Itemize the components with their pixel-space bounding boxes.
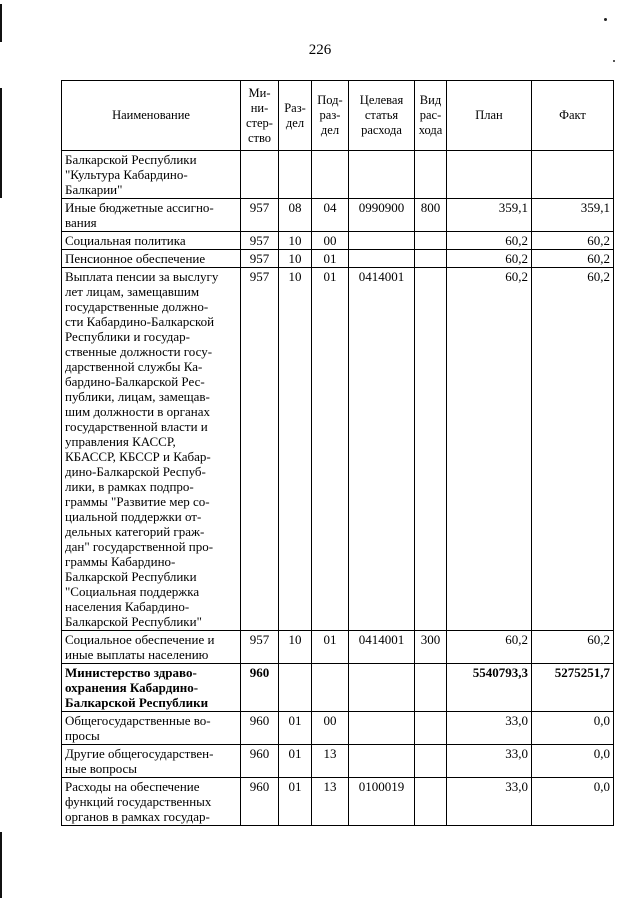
cell-name: Расходы на обеспечение функций государственных органов в рамках государ- bbox=[62, 778, 241, 826]
cell-section: 08 bbox=[279, 199, 312, 232]
cell-subsection: 04 bbox=[312, 199, 349, 232]
cell-subsection: 13 bbox=[312, 778, 349, 826]
cell-name: Социальное обеспечение и иные выплаты населению bbox=[62, 631, 241, 664]
table-row bbox=[62, 232, 614, 250]
scan-margin-mark-top bbox=[0, 4, 2, 42]
scan-speck bbox=[613, 60, 615, 62]
scan-speck bbox=[604, 18, 607, 21]
cell-name: Балкарской Республики "Культура Кабардино- Балкарии" bbox=[62, 151, 241, 199]
budget-table bbox=[61, 80, 614, 826]
header-ministry: Ми- ни- стер- ство bbox=[241, 81, 279, 151]
cell-ministry: 957 bbox=[241, 250, 279, 268]
table-header-row bbox=[62, 81, 614, 151]
cell-section bbox=[279, 151, 312, 199]
cell-subsection: 01 bbox=[312, 250, 349, 268]
cell-target: 0100019 bbox=[349, 778, 415, 826]
table-row bbox=[62, 745, 614, 778]
table-row bbox=[62, 268, 614, 631]
cell-kind bbox=[415, 232, 447, 250]
cell-fact: 359,1 bbox=[532, 199, 614, 232]
scan-margin-mark-middle bbox=[0, 88, 2, 198]
cell-name: Министерство здраво- охранения Кабардино- Балкарской Республики bbox=[62, 664, 241, 712]
cell-name: Общегосударственные во- просы bbox=[62, 712, 241, 745]
cell-plan: 33,0 bbox=[447, 778, 532, 826]
cell-plan: 60,2 bbox=[447, 631, 532, 664]
cell-ministry: 957 bbox=[241, 232, 279, 250]
cell-subsection bbox=[312, 664, 349, 712]
cell-ministry: 960 bbox=[241, 745, 279, 778]
header-target: Целевая статья расхода bbox=[349, 81, 415, 151]
cell-fact: 0,0 bbox=[532, 712, 614, 745]
header-subsection: Под- раз- дел bbox=[312, 81, 349, 151]
cell-section: 01 bbox=[279, 745, 312, 778]
cell-fact: 60,2 bbox=[532, 268, 614, 631]
cell-name: Иные бюджетные ассигно- вания bbox=[62, 199, 241, 232]
cell-kind bbox=[415, 151, 447, 199]
cell-name: Выплата пенсии за выслугу лет лицам, замещавшим государственные должно- сти Кабардино-Балкарской Республики и государ- ственные должности госу- дарственной службы Ка- бардино-Балкарской Рес- публики, лицам, замещав- шим должности в органах государственной власти и управления КАССР, КБАССР, КБССР и Кабар- дино-Балкарской Респуб- лики, в рамках подпро- граммы "Развитие мер со- циальной поддержки от- дельных категорий граж- дан" государственной про- граммы Кабардино- Балкарской Республики "Социальная поддержка населения Кабардино- Балкарской Республики" bbox=[62, 268, 241, 631]
cell-target bbox=[349, 712, 415, 745]
cell-kind: 800 bbox=[415, 199, 447, 232]
cell-fact: 0,0 bbox=[532, 778, 614, 826]
cell-section: 10 bbox=[279, 631, 312, 664]
header-plan: План bbox=[447, 81, 532, 151]
cell-kind bbox=[415, 268, 447, 631]
cell-plan: 5540793,3 bbox=[447, 664, 532, 712]
cell-subsection: 13 bbox=[312, 745, 349, 778]
table-row bbox=[62, 664, 614, 712]
cell-target: 0414001 bbox=[349, 268, 415, 631]
cell-plan: 60,2 bbox=[447, 268, 532, 631]
cell-ministry: 957 bbox=[241, 268, 279, 631]
cell-kind: 300 bbox=[415, 631, 447, 664]
cell-section bbox=[279, 664, 312, 712]
cell-section: 10 bbox=[279, 250, 312, 268]
cell-ministry: 960 bbox=[241, 712, 279, 745]
header-fact: Факт bbox=[532, 81, 614, 151]
cell-plan bbox=[447, 151, 532, 199]
cell-subsection: 01 bbox=[312, 268, 349, 631]
cell-section: 10 bbox=[279, 268, 312, 631]
cell-target bbox=[349, 151, 415, 199]
table-row bbox=[62, 199, 614, 232]
cell-target: 0414001 bbox=[349, 631, 415, 664]
cell-target bbox=[349, 232, 415, 250]
cell-kind bbox=[415, 712, 447, 745]
header-name: Наименование bbox=[62, 81, 241, 151]
table-row bbox=[62, 778, 614, 826]
cell-name: Пенсионное обеспечение bbox=[62, 250, 241, 268]
header-section: Раз- дел bbox=[279, 81, 312, 151]
cell-section: 01 bbox=[279, 712, 312, 745]
cell-section: 10 bbox=[279, 232, 312, 250]
table-row bbox=[62, 250, 614, 268]
cell-fact: 60,2 bbox=[532, 631, 614, 664]
cell-subsection: 00 bbox=[312, 232, 349, 250]
cell-plan: 359,1 bbox=[447, 199, 532, 232]
cell-subsection bbox=[312, 151, 349, 199]
cell-kind bbox=[415, 250, 447, 268]
cell-fact: 5275251,7 bbox=[532, 664, 614, 712]
cell-kind bbox=[415, 745, 447, 778]
cell-section: 01 bbox=[279, 778, 312, 826]
header-kind: Вид рас- хода bbox=[415, 81, 447, 151]
cell-ministry: 957 bbox=[241, 199, 279, 232]
cell-plan: 33,0 bbox=[447, 745, 532, 778]
cell-subsection: 01 bbox=[312, 631, 349, 664]
cell-name: Социальная политика bbox=[62, 232, 241, 250]
cell-ministry: 957 bbox=[241, 631, 279, 664]
cell-ministry: 960 bbox=[241, 778, 279, 826]
cell-name: Другие общегосударствен- ные вопросы bbox=[62, 745, 241, 778]
cell-target bbox=[349, 250, 415, 268]
cell-fact: 0,0 bbox=[532, 745, 614, 778]
cell-ministry bbox=[241, 151, 279, 199]
cell-plan: 33,0 bbox=[447, 712, 532, 745]
cell-target: 0990900 bbox=[349, 199, 415, 232]
page-number: 226 bbox=[308, 42, 332, 58]
table-row bbox=[62, 712, 614, 745]
cell-fact bbox=[532, 151, 614, 199]
cell-fact: 60,2 bbox=[532, 250, 614, 268]
cell-kind bbox=[415, 778, 447, 826]
cell-fact: 60,2 bbox=[532, 232, 614, 250]
table-row bbox=[62, 151, 614, 199]
cell-subsection: 00 bbox=[312, 712, 349, 745]
scan-margin-mark-bottom bbox=[0, 832, 2, 898]
cell-ministry: 960 bbox=[241, 664, 279, 712]
cell-kind bbox=[415, 664, 447, 712]
cell-target bbox=[349, 745, 415, 778]
cell-target bbox=[349, 664, 415, 712]
cell-plan: 60,2 bbox=[447, 232, 532, 250]
table-row bbox=[62, 631, 614, 664]
cell-plan: 60,2 bbox=[447, 250, 532, 268]
